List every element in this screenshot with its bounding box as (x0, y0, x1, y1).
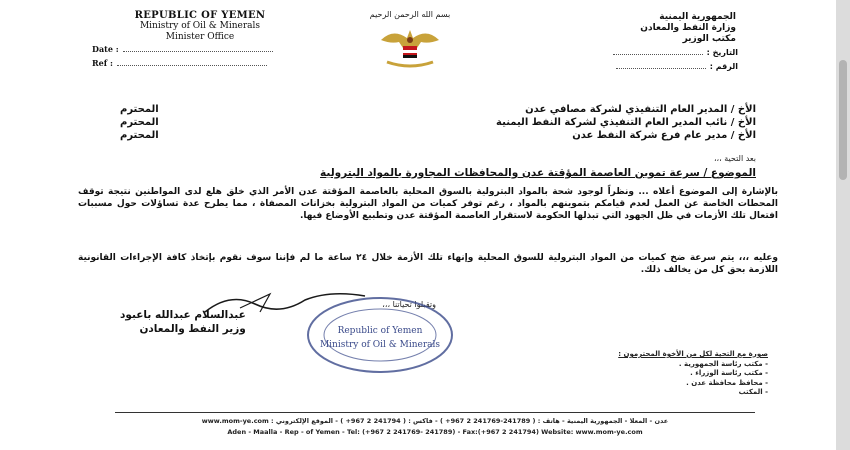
cc-item: - المكتب (738, 388, 768, 396)
date-field-en (92, 44, 273, 54)
closing-line: وتقبلوا تحياتنا ،،، (382, 300, 436, 309)
date-field-ar (613, 44, 738, 57)
cc-item: - محافظ محافظة عدن . (686, 378, 768, 387)
footer-english: Aden - Maalla - Rep - of Yemen - Tel: (+967 2 241769- 241789) - Fax:(+967 2 241794) Website: www.mom-ye.com (227, 428, 643, 436)
ref-handwritten (616, 58, 706, 69)
body-paragraph-1: بالإشارة إلى الموضوع أعلاه ... ونظراً لوجود شحة بالمواد البترولية بالسوق المحلية بالعاصمة المؤقتة عدن الأمر الذي خلق هلع لدى المواطنين نتيجة توقف المحطات الخاصة عن العمل لعدم قيامكم بتموينهم بالمواد ، رغم توفر كميات من المواد البترولية بخزانات المصفاة ، مما يطرح عدة تساؤلات حول مسببات افتعال تلك الأزمات في ظل الجهود التي تبذلها الحكومة لاستقرار العاصمة المؤقتة عدن وتطبيع الأوضاع فيها. (78, 187, 778, 221)
eagle-emblem-icon (377, 22, 443, 70)
date-dots (123, 44, 273, 52)
footer-divider (115, 412, 755, 413)
cc-title: صورة مع التحية لكل من الأخوة المحترمون : (618, 350, 768, 358)
cc-item-text: مكتب رئاسة الجمهورية . (678, 359, 763, 368)
recipient-line: الأخ / مدير عام فرع شركة النفط عدن (572, 130, 756, 141)
header-left (100, 10, 300, 43)
date-label-en: Date : (92, 44, 119, 54)
body-paragraph-2: وعليه ،،، يتم سرعة ضخ كميات من المواد البترولية للسوق المحلية وإنهاء تلك الأزمة خلال ٢٤ ساعة ما لم فإننا سوف نقوم بإتخاذ كافة الإجراءات القانونية اللازمة بحق كل من يخالف ذلك. (78, 253, 779, 275)
cc-block (468, 350, 768, 398)
date-handwritten (613, 44, 703, 55)
office-ar: مكتب الوزير (682, 34, 736, 44)
ministry-en: Ministry of Oil & Minerals (139, 21, 261, 31)
cc-item: - مكتب رئاسة الجمهورية . (678, 359, 768, 368)
official-stamp-icon (305, 295, 455, 375)
greeting: بعد التحية ،،، (713, 154, 756, 163)
ref-label-ar: الرقم : (709, 62, 738, 71)
office-en: Minister Office (165, 32, 235, 42)
republic-ar: الجمهورية اليمنية (659, 12, 736, 22)
date-label-ar: التاريخ : (706, 48, 738, 57)
recipient-line: الأخ / نائب المدير العام التنفيذي لشركة النفط اليمنية (496, 117, 756, 128)
ref-field-ar (616, 58, 738, 71)
cc-item-text: مكتب رئاسة الوزراء . (690, 369, 763, 377)
honorific: المحترم (120, 130, 159, 141)
scrollbar-thumb[interactable] (839, 60, 847, 180)
subject-line: الموضوع / سرعة تموين العاصمة المؤقتة عدن والمحافظات المجاورة بالمواد البترولية (320, 167, 756, 179)
signer-name: عبدالسلام عبدالله باعبود (120, 309, 246, 321)
ref-label-en: Ref : (92, 58, 113, 68)
republic-en: REPUBLIC OF YEMEN (134, 10, 266, 21)
honorifics-block (120, 103, 159, 142)
honorific: المحترم (120, 104, 159, 115)
header-right (566, 12, 736, 45)
ref-field-en (92, 58, 267, 68)
honorific: المحترم (120, 117, 159, 128)
footer-arabic: عدن - المعلا - الجمهورية اليمنية - هاتف : ( 241789-241769 2 967+ ) - فاكس : ( 241794 2 967+ ) - الموقع الإلكتروني : www.mom-ye.com (201, 417, 669, 425)
signer-title: وزير النفط والمعادن (139, 323, 246, 335)
bismillah: بسم الله الرحمن الرحيم (369, 10, 451, 19)
stamp-text-2: Ministry of Oil & Minerals (319, 340, 441, 350)
ministry-ar: وزارة النفط والمعادن (640, 23, 736, 33)
signer-block (120, 308, 246, 336)
recipient-line: الأخ / المدير العام التنفيذي لشركة مصافي عدن (525, 104, 756, 115)
cc-item: - مكتب رئاسة الوزراء . (690, 369, 768, 377)
cc-item-text: محافظ محافظة عدن . (686, 378, 763, 387)
stamp-text: Republic of Yemen (337, 326, 423, 336)
ref-dots (117, 58, 267, 66)
recipients-block (196, 103, 756, 142)
cc-item-text: المكتب (738, 388, 763, 396)
